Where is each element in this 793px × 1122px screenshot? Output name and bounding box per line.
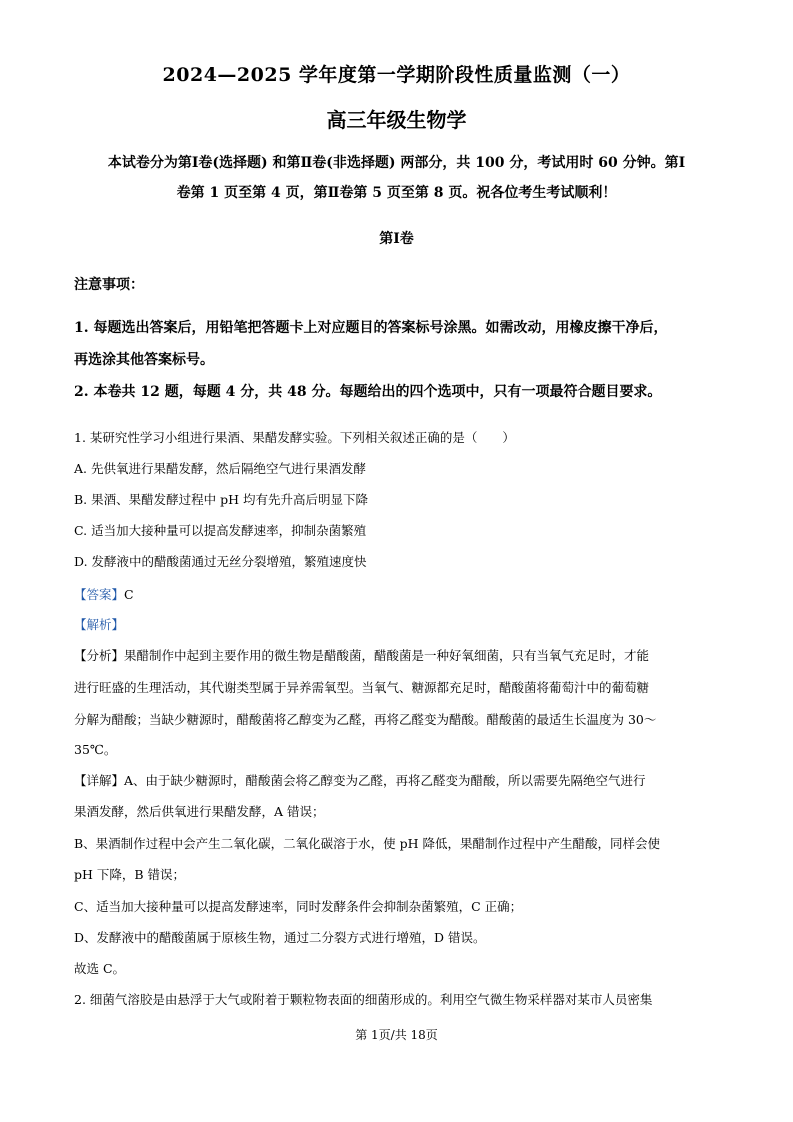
analysis-line: 35℃。: [74, 742, 117, 757]
detail-line: 故选 C。: [74, 961, 126, 976]
section-title: 第Ⅰ卷: [379, 231, 414, 247]
option-d: D. 发酵液中的醋酸菌通过无丝分裂增殖，繁殖速度快: [74, 554, 367, 569]
answer-tag: 【答案】: [74, 587, 125, 602]
option-c: C. 适当加大接种量可以提高发酵速率，抑制杂菌繁殖: [74, 523, 367, 538]
notice-line: 1. 每题选出答案后，用铅笔把答题卡上对应题目的答案标号涂黑。如需改动，用橡皮擦干净后，: [74, 320, 668, 336]
analysis-line: 【分析】果醋制作中起到主要作用的微生物是醋酸菌，醋酸菌是一种好氧细菌，只有当氧气充足时，才能: [74, 648, 650, 663]
analysis-line: 进行旺盛的生理活动，其代谢类型属于异养需氧型。当氧气、糖源都充足时，醋酸菌将葡萄汁中的葡萄糖: [74, 680, 650, 695]
option-a: A. 先供氧进行果醋发酵，然后隔绝空气进行果酒发酵: [74, 461, 366, 476]
detail-line: pH 下降，B 错误；: [74, 867, 186, 882]
exam-title: 2024—2025 学年度第一学期阶段性质量监测（一）: [162, 64, 631, 86]
analysis-tag: 【解析】: [74, 617, 125, 632]
intro-line: 本试卷分为第Ⅰ卷(选择题) 和第Ⅱ卷(非选择题) 两部分，共 100 分，考试用时 60 分钟。第Ⅰ: [107, 155, 686, 171]
question-stem: 1. 某研究性学习小组进行果酒、果醋发酵实验。下列相关叙述正确的是（ ）: [74, 430, 515, 445]
exam-intro: [0, 148, 793, 208]
page-footer: 第 1页/共 18页: [355, 1028, 438, 1042]
exam-subtitle: 高三年级生物学: [326, 108, 467, 132]
notice-heading: 注意事项：: [74, 277, 144, 293]
detail-line: 果酒发酵，然后供氧进行果醋发酵，A 错误；: [74, 804, 325, 819]
detail-line: C、适当加大接种量可以提高发酵速率，同时发酵条件会抑制杂菌繁殖，C 正确；: [74, 899, 523, 914]
notice-line: 2. 本卷共 12 题，每题 4 分，共 48 分。每题给出的四个选项中，只有一项最符合题目要求。: [74, 384, 662, 400]
option-b: B. 果酒、果醋发酵过程中 pH 均有先升高后明显下降: [74, 492, 368, 507]
detail-line: D、发酵液中的醋酸菌属于原核生物，通过二分裂方式进行增殖，D 错误。: [74, 930, 486, 945]
answer-value: C: [124, 587, 134, 602]
answer-line: [74, 580, 134, 610]
notice-line: 再选涂其他答案标号。: [74, 352, 214, 368]
detail-line: B、果酒制作过程中会产生二氧化碳，二氧化碳溶于水，使 pH 降低，果醋制作过程中产生醋酸，同样会使: [74, 836, 661, 851]
question2-stem: 2. 细菌气溶胶是由悬浮于大气或附着于颗粒物表面的细菌形成的。利用空气微生物采样器对某市人员密集: [74, 992, 653, 1007]
analysis-line: 分解为醋酸；当缺少糖源时，醋酸菌将乙醇变为乙醛，再将乙醛变为醋酸。醋酸菌的最适生长温度为 30～: [74, 712, 657, 727]
intro-line: 卷第 1 页至第 4 页，第Ⅱ卷第 5 页至第 8 页。祝各位考生考试顺利！: [176, 185, 617, 201]
detail-line: 【详解】A、由于缺少糖源时，醋酸菌会将乙醇变为乙醛，再将乙醛变为醋酸，所以需要先隔绝空气进行: [74, 773, 646, 788]
